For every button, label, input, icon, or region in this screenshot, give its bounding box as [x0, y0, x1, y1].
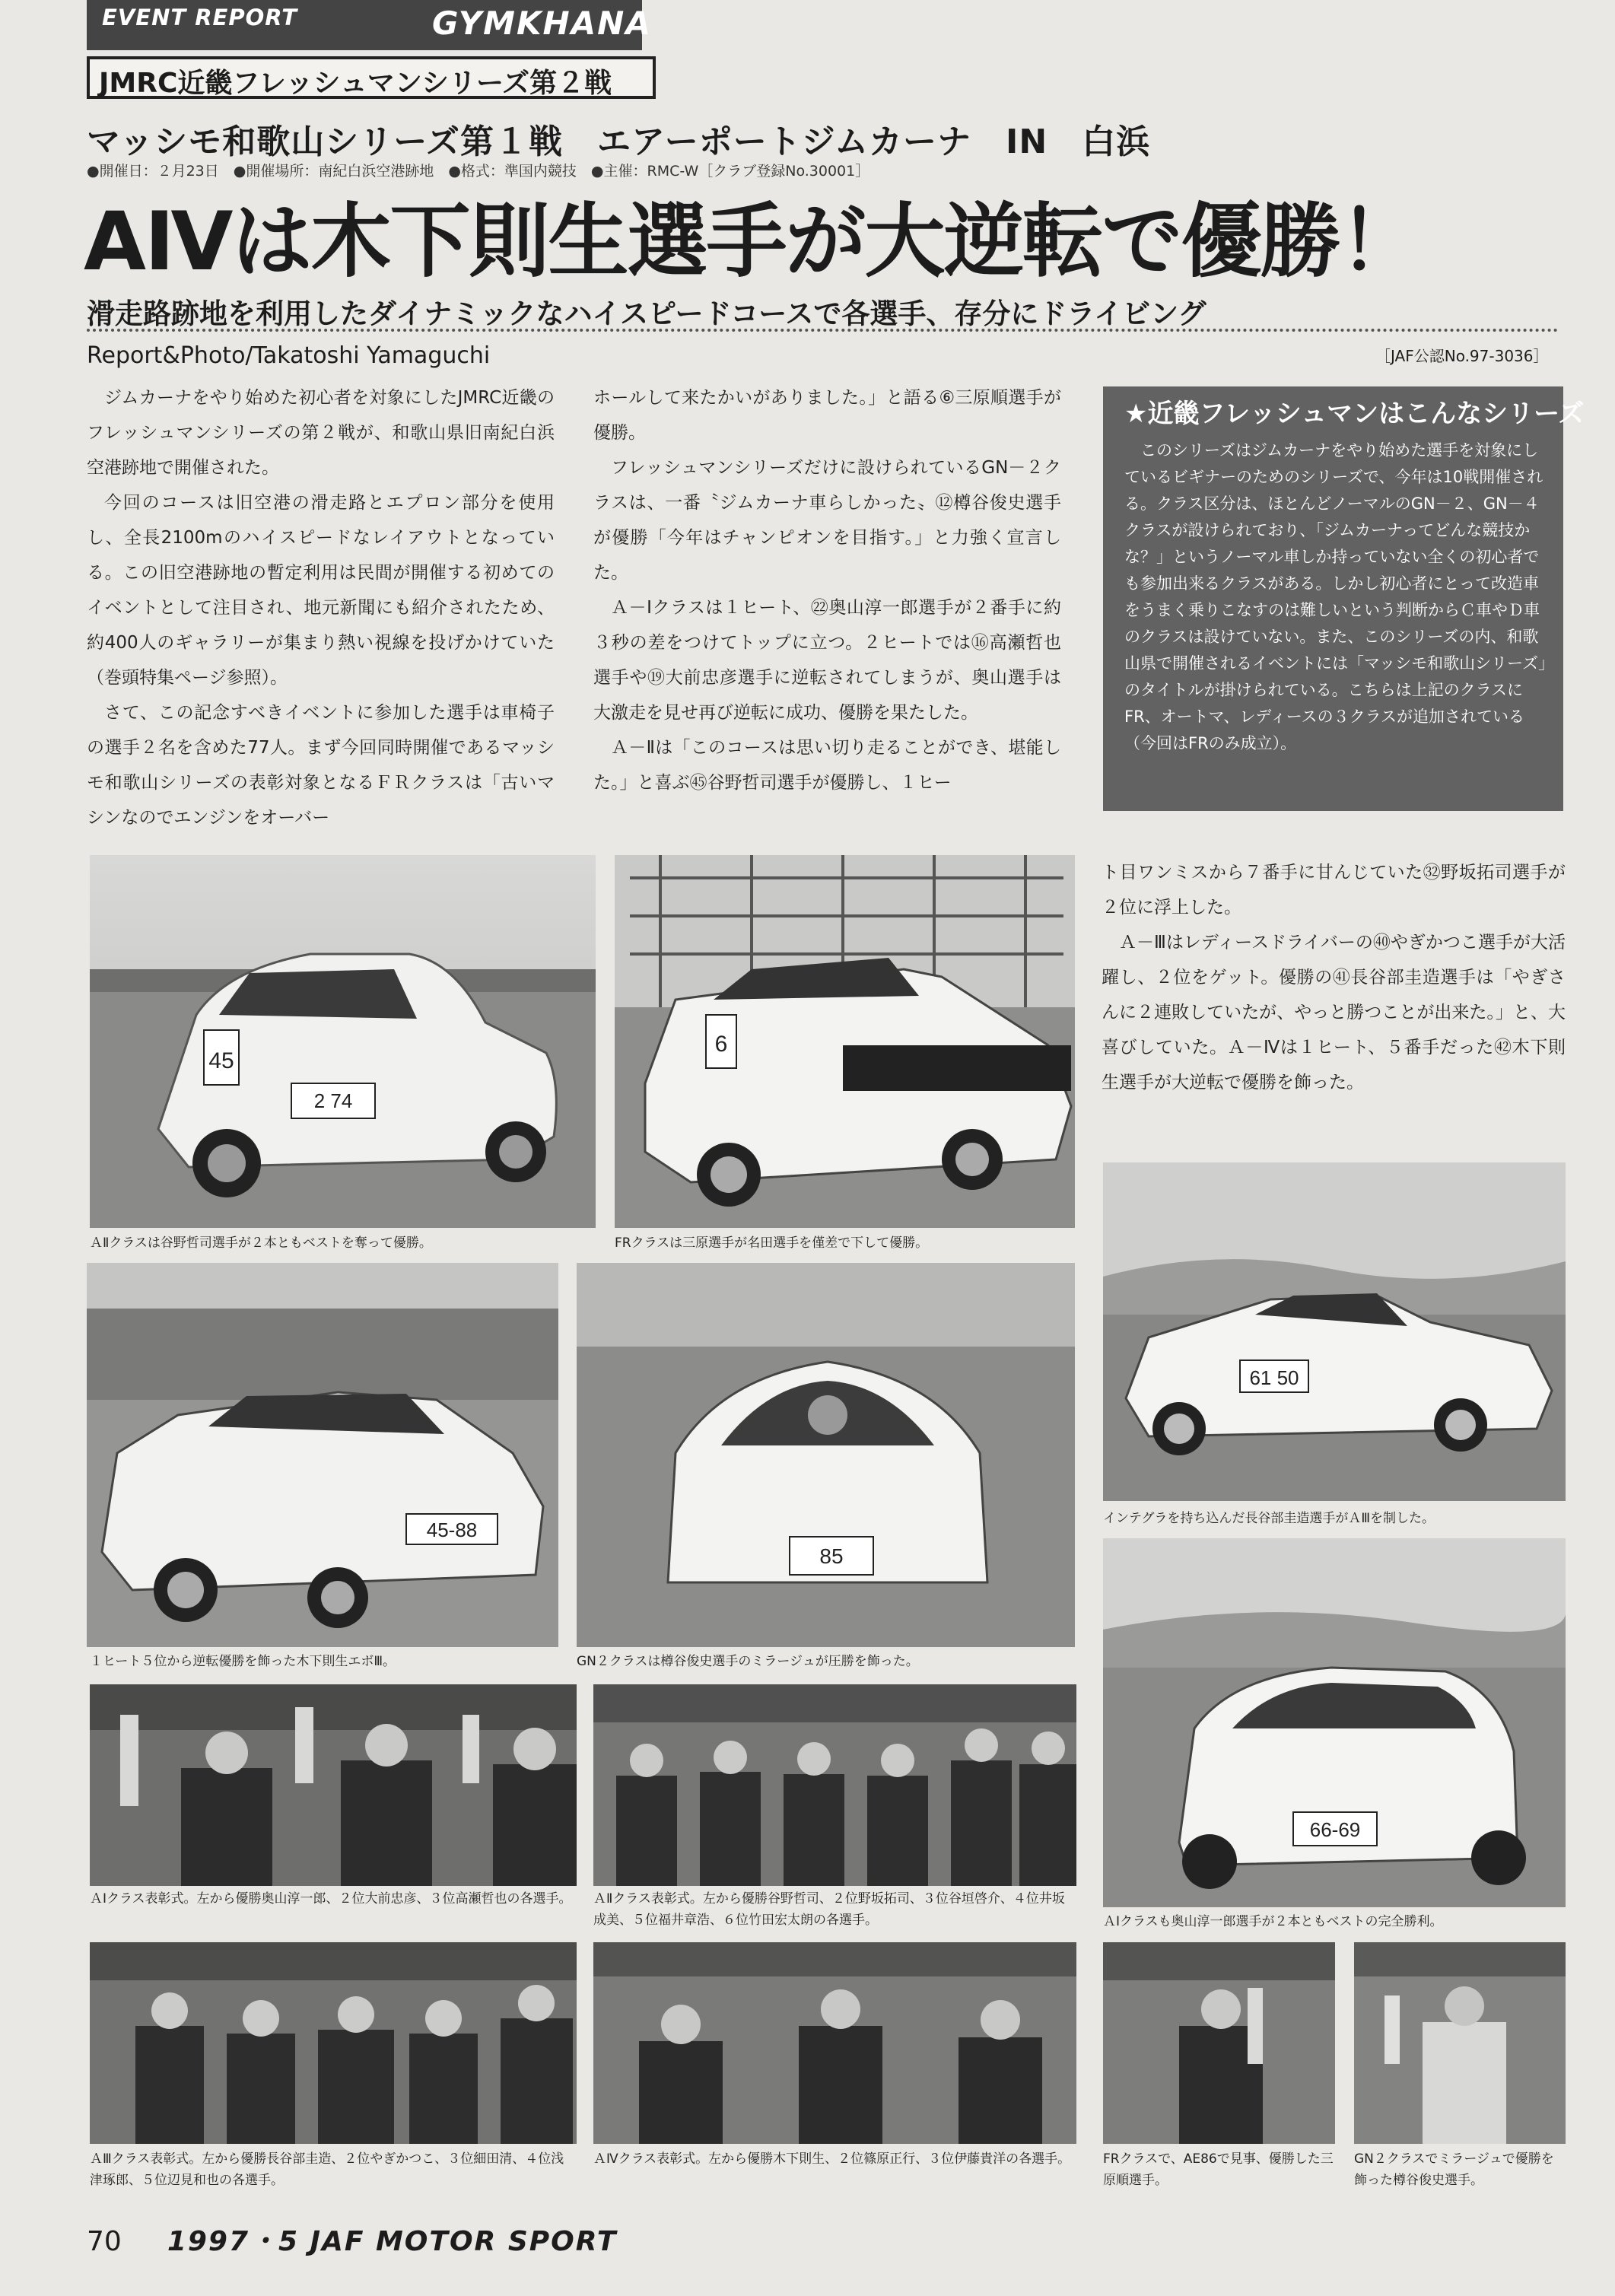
license-plate: 66-69: [1309, 1818, 1361, 1841]
race-number: 45: [208, 1048, 234, 1073]
paragraph: フレッシュマンシリーズだけに設けられているGN－２クラスは、一番〝ジムカーナ車らしかった〟⑫樽谷俊史選手が優勝「今年はチャンピオンを目指す。」と力強く宣言した。: [593, 458, 1061, 583]
paragraph: Ａ－Ⅱは「このコースは思い切り走ることができ、堪能した。」と喜ぶ㊺谷野哲司選手が優勝し、１ヒー: [593, 738, 1061, 793]
body-column-1: [87, 380, 555, 835]
photo-podium-a3: [90, 1942, 577, 2144]
photo-caption: ＡⅡクラスは谷野哲司選手が２本ともベストを奪って優勝。: [90, 1235, 432, 1251]
license-plate: 45-88: [426, 1518, 478, 1541]
lead-line: 滑走路跡地を利用したダイナミックなハイスピードコースで各選手、存分にドライビング: [87, 297, 1206, 330]
paragraph: ジムカーナをやり始めた初心者を対象にしたJMRC近畿のフレッシュマンシリーズの第２戦が、和歌山県旧南紀白浜空港跡地で開催された。: [87, 388, 555, 478]
series-title-box: JMRC近畿フレッシュマンシリーズ第２戦: [87, 56, 656, 99]
paragraph: 今回のコースは旧空港の滑走路とエプロン部分を使用し、全長2100mのハイスピードなレイアウトとなっている。この旧空港跡地の暫定利用は民間が開催する初めてのイベントとして注目され、地元新聞にも紹介されたため、約400人のギャラリーが集まり熱い視線を投げかけていた（巻頭特集ページ参照）。: [87, 493, 555, 688]
credit-line: Report&Photo/Takatoshi Yamaguchi: [87, 342, 491, 369]
photo-caption: ＡⅢクラス表彰式。左から優勝長谷部圭造、２位やぎかつこ、３位細田清、４位浅津琢郎、５位辺見和也の各選手。: [90, 2151, 564, 2188]
magazine-issue: 1997・5 JAF MOTOR SPORT: [167, 2226, 618, 2257]
photo-caption: インテグラを持ち込んだ長谷部圭造選手がＡⅢを制した。: [1103, 1511, 1435, 1526]
paragraph: ホールして来たかいがありました。」と語る⑥三原順選手が優勝。: [593, 388, 1061, 443]
race-number: 61 50: [1249, 1366, 1299, 1389]
paragraph: Ａ－Ⅲはレディースドライバーの㊵やぎかつこ選手が大活躍し、２位をゲット。優勝の㊶長谷部圭造選手は「やぎさんに２連敗していたが、やっと勝つことが出来た。」と、大喜びしていた。Ａ－Ⅳは１ヒート、５番手だった㊷木下則生選手が大逆転で優勝を飾った。: [1102, 933, 1566, 1092]
photo-caption: ＡⅣクラス表彰式。左から優勝木下則生、２位篠原正行、３位伊藤貴洋の各選手。: [593, 2151, 1071, 2167]
page-number: 70: [87, 2226, 122, 2257]
photo-caption: FRクラスは三原選手が名田選手を僅差で下して優勝。: [615, 1235, 929, 1251]
body-column-3: [1102, 855, 1566, 1100]
body-column-2: [593, 380, 1061, 800]
license-plate: 2 74: [313, 1089, 353, 1112]
photo-podium-a1: [90, 1684, 577, 1886]
photo-gn2-mirage: [577, 1263, 1075, 1647]
gymkhana-tag: GYMKHANA: [432, 5, 652, 42]
photo-podium-fr: [1103, 1942, 1335, 2144]
event-subtitle: マッシモ和歌山シリーズ第１戦 エアーポートジムカーナ IN 白浜: [87, 122, 1151, 161]
event-report-tag: EVENT REPORT: [102, 5, 298, 30]
photo-a1-civic: [1103, 1538, 1566, 1907]
license-plate: 85: [819, 1544, 844, 1568]
photo-a2-mirage: [90, 855, 596, 1228]
jaf-approval-number: ［JAF公認No.97-3036］: [1375, 347, 1549, 365]
photo-podium-gn2: [1354, 1942, 1566, 2144]
photo-fr-ae86: [615, 855, 1075, 1228]
photo-caption: GN２クラスでミラージュで優勝を飾った樽谷俊史選手。: [1354, 2151, 1554, 2188]
page-footer: [87, 2220, 617, 2259]
race-number: 6: [714, 1032, 728, 1057]
photo-a3-integra: [1103, 1162, 1566, 1501]
photo-caption: GN２クラスは樽谷俊史選手のミラージュが圧勝を飾った。: [577, 1654, 919, 1669]
paragraph: さて、この記念すべきイベントに参加した選手は車椅子の選手２名を含めた77人。まず今回同時開催であるマッシモ和歌山シリーズの表彰対象となるＦＲクラスは「古いマシンなのでエンジンをオーバー: [87, 703, 555, 828]
series-info-box: [1103, 386, 1585, 811]
photo-a4-evo3: [87, 1263, 558, 1647]
series-info-box-title: ★近畿フレッシュマンはこんなシリーズ: [1124, 399, 1585, 429]
photo-caption: ＡⅠクラスも奥山淳一郎選手が２本ともベストの完全勝利。: [1103, 1914, 1443, 1929]
photo-caption: FRクラスで、AE86で見事、優勝した三原順選手。: [1103, 2151, 1334, 2188]
photo-caption: ＡⅠクラス表彰式。左から優勝奥山淳一郎、２位大前忠彦、３位高瀬哲也の各選手。: [90, 1891, 572, 1906]
photo-caption: ＡⅡクラス表彰式。左から優勝谷野哲司、２位野坂拓司、３位谷垣啓介、４位井坂成美、５位福井章浩、６位竹田宏太朗の各選手。: [593, 1891, 1065, 1928]
event-info-line: ●開催日：２月23日 ●開催場所：南紀白浜空港跡地 ●格式：準国内競技 ●主催：RMC-W［クラブ登録No.30001］: [87, 163, 870, 180]
headline: AⅣは木下則生選手が大逆転で優勝！: [84, 195, 1419, 288]
paragraph: Ａ－Ⅰクラスは１ヒート、㉒奥山淳一郎選手が２番手に約３秒の差をつけてトップに立つ。２ヒートでは⑯高瀬哲也選手や⑲大前忠彦選手に逆転されてしまうが、奥山選手は大激走を見せ再び逆転に成功、優勝を果たした。: [593, 598, 1061, 723]
dotted-divider: [87, 329, 1559, 332]
paragraph: ト目ワンミスから７番手に甘んじていた㉜野坂拓司選手が２位に浮上した。: [1102, 863, 1566, 917]
photo-caption: １ヒート５位から逆転優勝を飾った木下則生エボⅢ。: [90, 1654, 396, 1669]
photo-podium-a2: [593, 1684, 1076, 1886]
photo-podium-a4: [593, 1942, 1076, 2144]
series-info-box-body: このシリーズはジムカーナをやり始めた選手を対象にしているビギナーのためのシリーズで、今年は10戦開催される。クラス区分は、ほとんどノーマルのGN－２、GN－４クラスが設けられており、「ジムカーナってどんな競技かな？」というノーマル車しか持っていない全くの初心者でも参加出来るクラスがある。しかし初心者にとって改造車をうまく乗りこなすのは難しいという判断からＣ車やＤ車のクラスは設けていない。また、このシリーズの内、和歌山県で開催されるイベントには「マッシモ和歌山シリーズ」のタイトルが掛けられている。こちらは上記のクラスにFR、オートマ、レディースの３クラスが追加されている（今回はFRのみ成立）。: [1124, 441, 1547, 752]
